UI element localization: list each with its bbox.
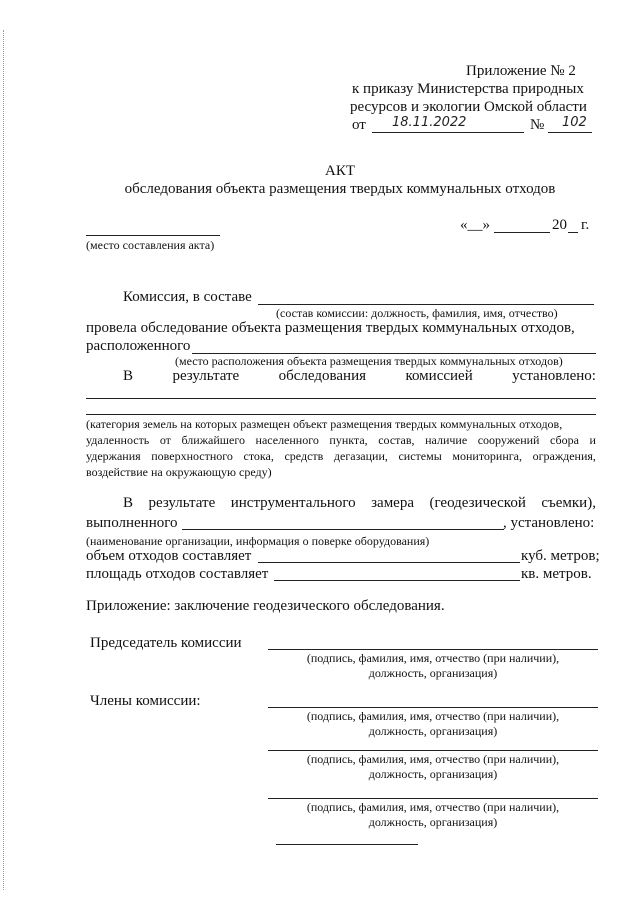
category-caption-line2: [86, 434, 596, 446]
act-date-month-line: [494, 232, 550, 233]
caption-word: системы: [398, 449, 442, 463]
result-word: комиссией: [405, 368, 473, 384]
established-label: , установлено:: [503, 515, 595, 531]
document-subtitle: обследования объекта размещения твердых коммунальных отходов: [124, 181, 556, 197]
measure-statement: [123, 496, 596, 511]
member-signature-line-1: [268, 707, 598, 708]
place-line: [86, 235, 220, 236]
chair-signature-line: [268, 649, 598, 650]
commission-line: [258, 304, 594, 305]
order-number-line: [548, 132, 592, 133]
caption-word: от: [159, 433, 171, 447]
act-date-suffix: г.: [581, 217, 590, 233]
caption-word: населенного: [255, 433, 319, 447]
done-label: выполненного: [86, 515, 178, 531]
result-line-1: [86, 398, 596, 399]
scan-edge: [3, 30, 4, 890]
order-number-handwritten: 102: [562, 115, 587, 130]
measure-word: инструментального: [230, 495, 356, 511]
order-reference-line1: к приказу Министерства природных: [352, 81, 584, 97]
result-word: результате: [172, 368, 240, 384]
result-statement: [123, 369, 596, 384]
member-caption-2-line2: должность, организация): [368, 767, 498, 781]
caption-word: стока,: [243, 449, 274, 463]
order-date-handwritten: 18.11.2022: [392, 115, 467, 130]
measure-word: результате: [148, 495, 216, 511]
measure-word: (геодезической: [429, 495, 526, 511]
measure-word: замера: [371, 495, 414, 511]
result-word: установлено:: [512, 368, 596, 384]
attachment-note: Приложение: заключение геодезического обследования.: [86, 598, 445, 614]
location-caption: (место расположения объекта размещения твердых коммунальных отходов): [175, 354, 563, 368]
caption-word: ограждения,: [532, 449, 596, 463]
commission-caption: (состав комиссии: должность, фамилия, имя, отчество): [276, 306, 558, 320]
chair-caption-line2: должность, организация): [368, 666, 498, 680]
member-signature-line-3: [268, 798, 598, 799]
member-caption-3-line2: должность, организация): [368, 815, 498, 829]
volume-line: [258, 562, 520, 563]
act-date-year: 20: [552, 217, 567, 233]
chair-label: Председатель комиссии: [90, 635, 242, 651]
members-label: Члены комиссии:: [90, 693, 201, 709]
caption-word: удаленность: [86, 433, 150, 447]
category-caption-line1: (категория земель на которых размещен объект размещения твердых коммунальных отходов,: [86, 417, 563, 431]
organization-caption: (наименование организации, информация о поверке оборудования): [86, 534, 430, 548]
measure-word: В: [123, 495, 134, 511]
result-word: В: [123, 368, 134, 384]
caption-word: ближайшего: [181, 433, 245, 447]
order-date-line: [372, 132, 524, 133]
appendix-number: Приложение № 2: [466, 63, 576, 79]
area-line: [274, 580, 520, 581]
caption-word: наличие: [425, 433, 468, 447]
member-caption-2-line1: (подпись, фамилия, имя, отчество (при наличии),: [306, 752, 560, 766]
inspection-text-line2: расположенного: [86, 338, 191, 354]
closing-line: [276, 844, 418, 845]
volume-unit: куб. метров;: [521, 548, 600, 564]
caption-word: сооружений: [477, 433, 540, 447]
caption-word: мониторинга,: [452, 449, 522, 463]
caption-word: поверхностного: [151, 449, 233, 463]
member-signature-line-2: [268, 750, 598, 751]
order-reference-line2: ресурсов и экологии Омской области: [350, 99, 587, 115]
caption-word: средств: [284, 449, 324, 463]
caption-word: удержания: [86, 449, 141, 463]
area-unit: кв. метров.: [521, 566, 592, 582]
caption-word: пункта,: [329, 433, 368, 447]
commission-label: Комиссия, в составе: [123, 289, 252, 305]
category-caption-line3: [86, 450, 596, 462]
measure-word: съемки),: [541, 495, 596, 511]
area-label: площадь отходов составляет: [86, 566, 269, 582]
member-caption-1-line1: (подпись, фамилия, имя, отчество (при наличии),: [306, 709, 560, 723]
category-caption-line4: воздействие на окружающую среду): [86, 465, 272, 479]
document-title: АКТ: [325, 163, 355, 179]
caption-word: дегазации,: [333, 449, 388, 463]
result-word: обследования: [278, 368, 367, 384]
place-caption: (место составления акта): [86, 238, 215, 252]
caption-word: и: [589, 433, 596, 447]
result-line-2: [86, 414, 596, 415]
organization-line: [182, 529, 504, 530]
member-caption-1-line2: должность, организация): [368, 724, 498, 738]
act-date-open: «__»: [460, 217, 490, 233]
caption-word: состав,: [378, 433, 415, 447]
order-number-label: №: [530, 117, 545, 133]
volume-label: объем отходов составляет: [86, 548, 252, 564]
caption-word: сбора: [550, 433, 579, 447]
member-caption-3-line1: (подпись, фамилия, имя, отчество (при наличии),: [306, 800, 560, 814]
act-date-year-line: [568, 232, 578, 233]
chair-caption-line1: (подпись, фамилия, имя, отчество (при наличии),: [306, 651, 560, 665]
inspection-text-line1: провела обследование объекта размещения твердых коммунальных отходов,: [86, 320, 575, 336]
order-date-label: от: [352, 117, 366, 133]
